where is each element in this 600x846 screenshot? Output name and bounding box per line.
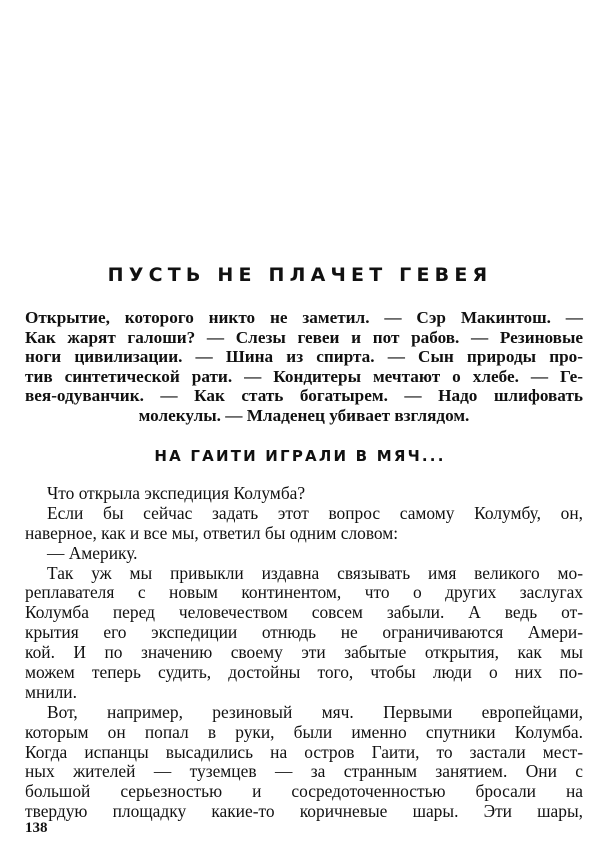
text-line: Колумба перед человечеством совсем забыли. А ведь от- [25,602,583,623]
text-line: Что открыла экспедиция Колумба? [47,483,306,503]
text-line: крытия его экспедиции отнюдь не ограничиваются Амери- [25,622,583,643]
synopsis-line: Открытие, которого никто не заметил. — Сэр Макинтош. — [25,308,583,327]
text-line: можем теперь судить, достойны того, чтобы люди о них по- [25,662,583,683]
chapter-title: ПУСТЬ НЕ ПЛАЧЕТ ГЕВЕЯ [107,264,493,286]
text-line: большой серьезностью и сосредоточенностью бросали на [25,781,583,802]
text-line: кой. И по значению своему эти забытые открытия, как мы [25,642,583,663]
text-line: Вот, например, резиновый мяч. Первыми европейцами, [47,701,583,722]
section-title: НА ГАИТИ ИГРАЛИ В МЯЧ... [154,447,446,465]
text-line: мнили. [25,681,77,702]
chapter-synopsis [25,308,583,426]
synopsis-line: молекулы. — Младенец убивает взглядом. [138,405,470,425]
synopsis-line: Как жарят галоши? — Слезы гевеи и пот рабов. — Резиновые [25,327,583,347]
text-line: которым он попал в руки, были именно спутники Колумба. [25,721,583,742]
text-line: Когда испанцы высадились на остров Гаити, то застали мест- [25,741,583,762]
text-line: Если бы сейчас задать этот вопрос самому Колумбу, он, [47,502,583,523]
text-line: реплавателя с новым континентом, что о других заслугах [25,582,583,603]
synopsis-line: тив синтетической рати. — Кондитеры мечтают о хлебе. — Ге- [25,366,583,386]
body-text [25,484,583,822]
text-line: наверное, как и все мы, ответил бы одним словом: [25,522,399,543]
text-line: Так уж мы привыкли издавна связывать имя великого мо- [47,562,583,583]
text-line: твердую площадку какие-то коричневые шары. Эти шары, [25,801,583,822]
text-line: — Америку. [47,542,138,563]
synopsis-line: вея-одуванчик. — Как стать богатырем. — Надо шлифовать [25,386,583,406]
text-line: ных жителей — туземцев — за странным занятием. Они с [25,761,583,782]
page-number: 138 [25,820,48,836]
synopsis-line: ноги цивилизации. — Шина из спирта. — Сын природы про- [25,347,583,367]
